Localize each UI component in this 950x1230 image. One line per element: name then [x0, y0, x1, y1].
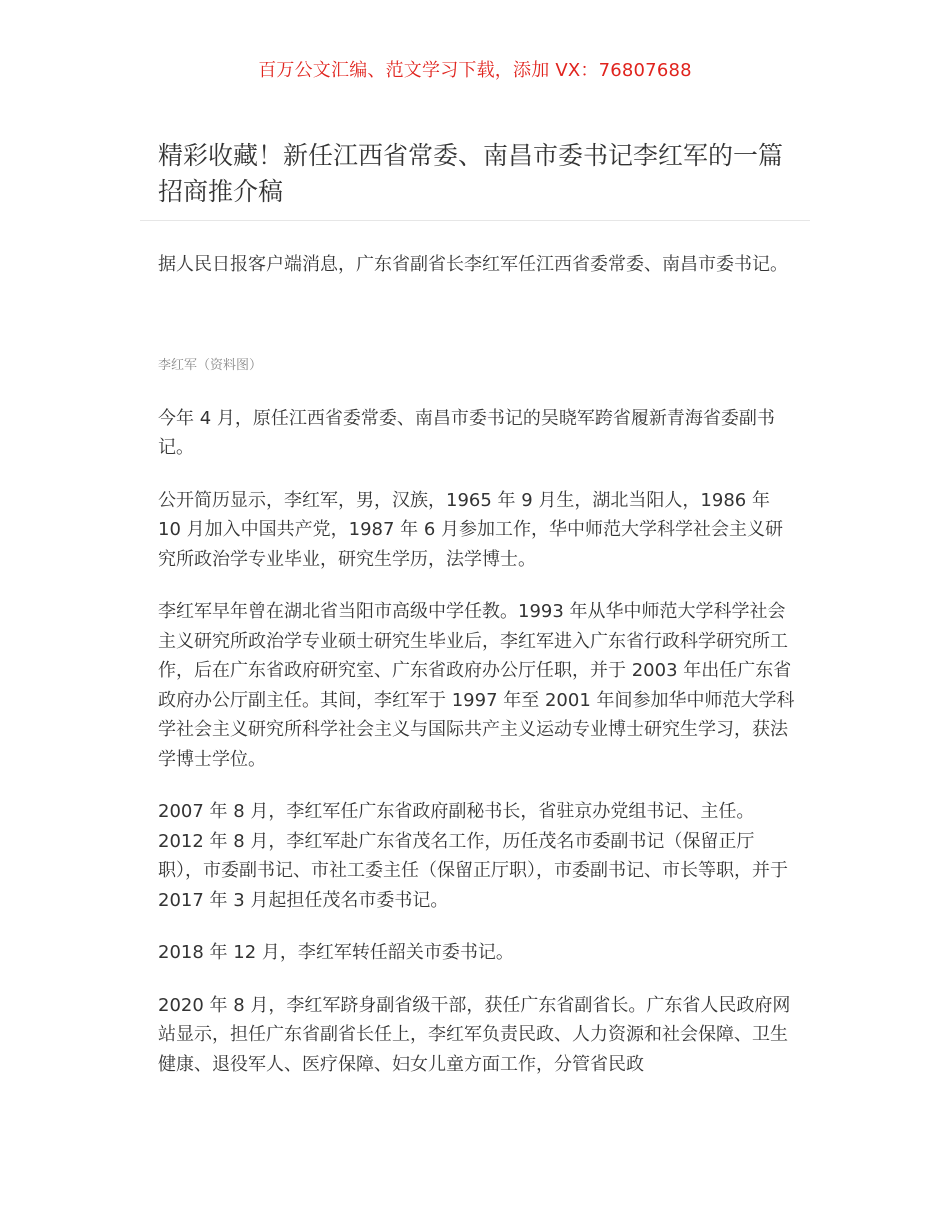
- body-paragraph: 公开简历显示，李红军，男，汉族，1965 年 9 月生，湖北当阳人，1986 年 10 月加入中国共产党，1987 年 6 月参加工作，华中师范大学科学社会主义研究所政治学专业毕业，研究生学历，法学博士。: [158, 489, 784, 570]
- intro-paragraph: 据人民日报客户端消息，广东省副省长李红军任江西省委常委、南昌市委书记。: [158, 254, 788, 275]
- body-paragraph: 2018 年 12 月，李红军转任韶关市委书记。: [158, 942, 514, 963]
- title-divider: [140, 220, 810, 221]
- body-paragraph: 2007 年 8 月，李红军任广东省政府副秘书长，省驻京办党组书记、主任。2012 年 8 月，李红军赴广东省茂名工作，历任茂名市委副书记（保留正厅职），市委副书记、市社工委主任（保留正厅职），市委副书记、市长等职，并于 2017 年 3 月起担任茂名市委书记。: [158, 801, 788, 911]
- article-title: 精彩收藏！新任江西省常委、南昌市委书记李红军的一篇招商推介稿: [158, 141, 784, 206]
- article-body: [158, 250, 798, 1102]
- image-placeholder: [158, 280, 798, 356]
- body-paragraph: 今年 4 月，原任江西省委常委、南昌市委书记的吴晓军跨省履新青海省委副书记。: [158, 407, 775, 458]
- body-paragraph: 李红军早年曾在湖北省当阳市高级中学任教。1993 年从华中师范大学科学社会主义研究所政治学专业硕士研究生毕业后，李红军进入广东省行政科学研究所工作，后在广东省政府研究室、广东省政府办公厅任职，并于 2003 年出任广东省政府办公厅副主任。其间，李红军于 1997 年至 2001 年间参加华中师范大学科学社会主义研究所科学社会主义与国际共产主义运动专业博士研究生学习，获法学博士学位。: [158, 601, 795, 770]
- promo-banner: 百万公文汇编、范文学习下载，添加 VX：76807688: [258, 60, 692, 81]
- image-caption: 李红军（资料图）: [158, 357, 263, 373]
- body-paragraph: 2020 年 8 月，李红军跻身副省级干部，获任广东省副省长。广东省人民政府网站显示，担任广东省副省长任上，李红军负责民政、人力资源和社会保障、卫生健康、退役军人、医疗保障、妇女儿童方面工作，分管省民政: [158, 994, 791, 1075]
